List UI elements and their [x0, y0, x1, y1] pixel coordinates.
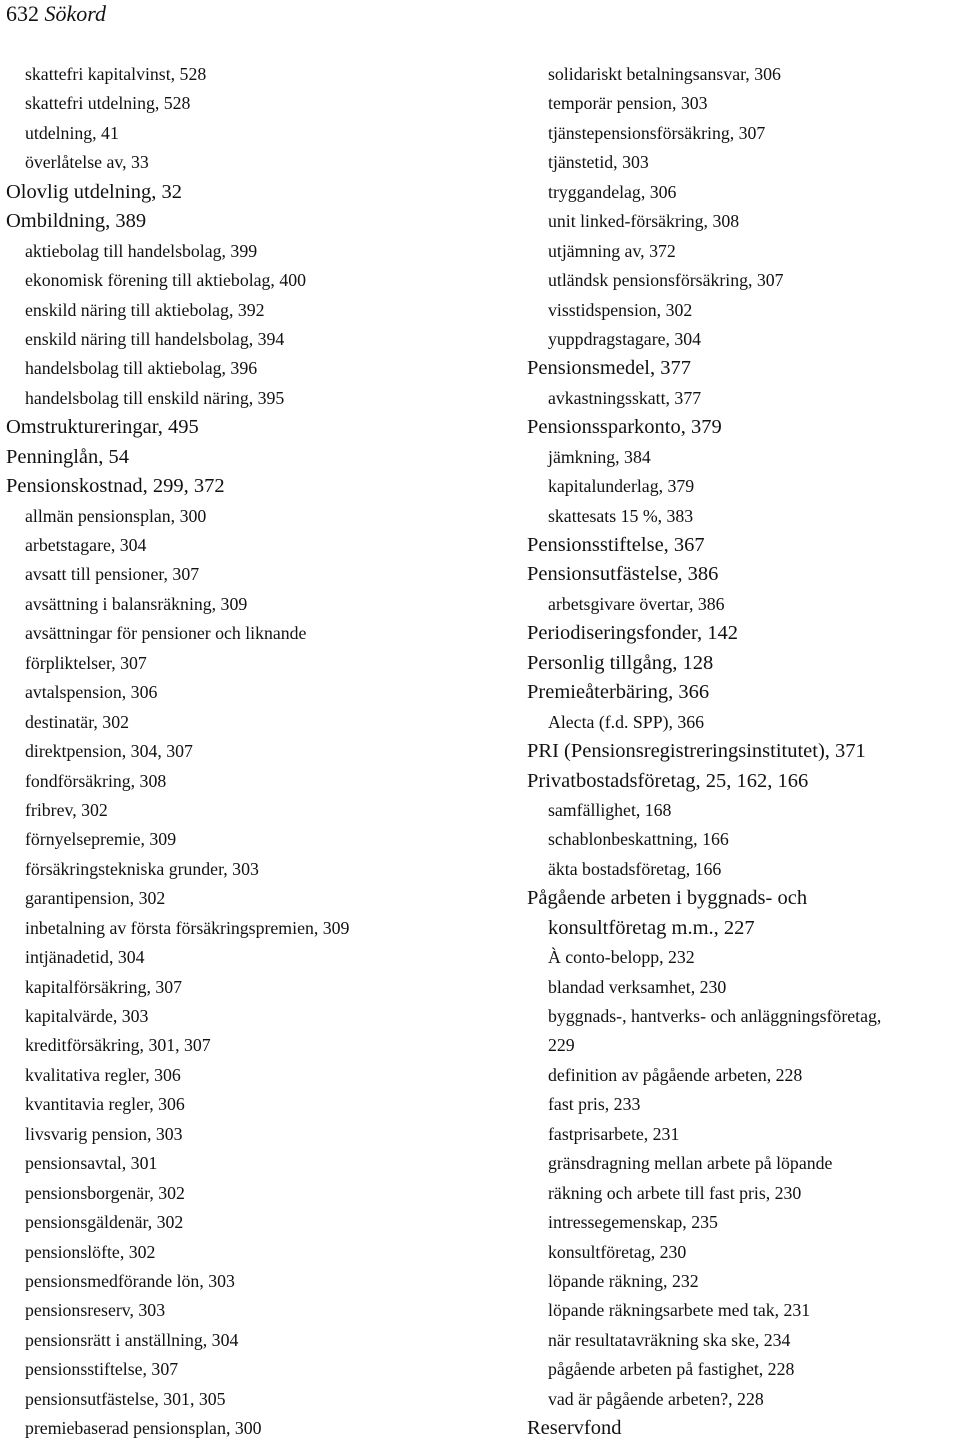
index-subentry: temporär pension, 303 — [548, 93, 708, 114]
index-subentry: konsultföretag, 230 — [548, 1241, 687, 1262]
index-subentry: allmän pensionsplan, 300 — [25, 505, 207, 526]
index-subentry: kvantitavia regler, 306 — [25, 1094, 185, 1115]
index-subentry: skattefri kapitalvinst, 528 — [25, 64, 207, 84]
index-subentry: arbetstagare, 304 — [25, 535, 147, 555]
index-subentry: pågående arbeten på fastighet, 228 — [548, 1359, 795, 1380]
index-subentry: skattefri utdelning, 528 — [25, 93, 191, 114]
index-subentry: aktiebolag till handelsbolag, 399 — [25, 240, 258, 261]
index-heading: Pågående arbeten i byggnads- och — [527, 887, 808, 910]
index-heading: Ombildning, 389 — [6, 210, 147, 233]
index-subentry: inbetalning av första försäkringspremien, 309 — [25, 917, 350, 938]
index-subentry: enskild näring till aktiebolag, 392 — [25, 299, 265, 320]
index-subentry: när resultatavräkning ska ske, 234 — [548, 1329, 791, 1350]
index-column-right — [527, 60, 960, 1444]
index-subentry: À conto-belopp, 232 — [548, 947, 695, 968]
index-subentry: kvalitativa regler, 306 — [25, 1064, 181, 1085]
index-heading: Olovlig utdelning, 32 — [6, 180, 182, 203]
index-subentry: premiebaserad pensionsplan, 300 — [25, 1418, 262, 1439]
index-subentry: pensionsreserv, 303 — [25, 1300, 166, 1321]
index-subentry: pensionsutfästelse, 301, 305 — [25, 1388, 226, 1409]
index-column-left — [6, 60, 506, 1444]
index-subentry: överlåtelse av, 33 — [25, 152, 149, 173]
index-subentry: handelsbolag till enskild näring, 395 — [25, 387, 285, 408]
index-subentry: löpande räkning, 232 — [548, 1270, 699, 1291]
index-subentry: samfällighet, 168 — [548, 799, 672, 820]
index-subentry: försäkringstekniska grunder, 303 — [25, 858, 259, 879]
index-subentry: kapitalförsäkring, 307 — [25, 976, 183, 997]
index-subentry: blandad verksamhet, 230 — [548, 976, 727, 997]
index-subentry: äkta bostadsföretag, 166 — [548, 858, 722, 879]
index-subentry: förpliktelser, 307 — [25, 652, 147, 673]
index-subentry: skattesats 15 %, 383 — [548, 505, 694, 526]
index-subentry: solidariskt betalningsansvar, 306 — [548, 64, 781, 84]
index-heading: Pensionskostnad, 299, 372 — [6, 475, 225, 498]
index-subentry: livsvarig pension, 303 — [25, 1123, 183, 1144]
index-heading: Periodiseringsfonder, 142 — [527, 622, 738, 645]
index-heading: Personlig tillgång, 128 — [527, 651, 714, 674]
index-subentry: avtalspension, 306 — [25, 682, 158, 703]
index-subentry: fastprisarbete, 231 — [548, 1123, 680, 1144]
index-subentry: avsättning i balansräkning, 309 — [25, 593, 248, 614]
index-subentry: kapitalvärde, 303 — [25, 1006, 149, 1026]
index-subentry: gränsdragning mellan arbete på löpande — [548, 1153, 833, 1174]
index-subentry: 229 — [548, 1035, 575, 1056]
index-heading: Reservfond — [527, 1417, 622, 1440]
index-subentry: avsatt till pensioner, 307 — [25, 564, 200, 585]
page-number: 632 — [6, 1, 39, 26]
index-subentry: pensionslöfte, 302 — [25, 1241, 156, 1262]
index-subentry: kreditförsäkring, 301, 307 — [25, 1035, 211, 1056]
index-heading: Premieåterbäring, 366 — [527, 681, 710, 704]
index-subentry: garantipension, 302 — [25, 888, 166, 909]
index-subentry: pensionsavtal, 301 — [25, 1153, 158, 1174]
index-subentry: kapitalunderlag, 379 — [548, 476, 695, 497]
index-subentry: visstidspension, 302 — [548, 299, 693, 320]
index-subentry: handelsbolag till aktiebolag, 396 — [25, 358, 258, 379]
index-subentry: fribrev, 302 — [25, 799, 108, 820]
index-subentry: jämkning, 384 — [548, 446, 651, 467]
index-heading: konsultföretag m.m., 227 — [548, 916, 755, 939]
index-subentry: enskild näring till handelsbolag, 394 — [25, 328, 285, 349]
index-subentry: Alecta (f.d. SPP), 366 — [548, 711, 705, 732]
index-subentry: tryggandelag, 306 — [548, 181, 677, 202]
index-heading: Pensionsutfästelse, 386 — [527, 563, 719, 586]
index-subentry: fondförsäkring, 308 — [25, 770, 167, 791]
index-heading: Penninglån, 54 — [6, 445, 129, 468]
section-title: Sökord — [44, 1, 107, 26]
index-subentry: pensionsmedförande lön, 303 — [25, 1270, 235, 1291]
index-subentry: tjänstetid, 303 — [548, 152, 649, 173]
index-subentry: schablonbeskattning, 166 — [548, 829, 729, 850]
index-subentry: avsättningar för pensioner och liknande — [25, 623, 307, 644]
index-heading: PRI (Pensionsregistreringsinstitutet), 371 — [527, 740, 866, 763]
index-subentry: fast pris, 233 — [548, 1094, 641, 1115]
index-subentry: utdelning, 41 — [25, 122, 119, 143]
index-heading: Pensionsmedel, 377 — [527, 357, 691, 380]
page-header — [6, 0, 106, 28]
index-subentry: definition av pågående arbeten, 228 — [548, 1064, 803, 1085]
index-subentry: intressegemenskap, 235 — [548, 1212, 718, 1233]
index-subentry: räkning och arbete till fast pris, 230 — [548, 1182, 802, 1203]
index-subentry: pensionsborgenär, 302 — [25, 1182, 185, 1203]
index-subentry: förnyelsepremie, 309 — [25, 829, 177, 850]
index-subentry: utländsk pensionsförsäkring, 307 — [548, 270, 784, 291]
index-subentry: pensionsrätt i anställning, 304 — [25, 1329, 239, 1350]
index-subentry: ekonomisk förening till aktiebolag, 400 — [25, 270, 306, 291]
index-subentry: destinatär, 302 — [25, 711, 129, 732]
index-heading: Privatbostadsföretag, 25, 162, 166 — [527, 769, 809, 792]
index-subentry: unit linked-försäkring, 308 — [548, 211, 740, 232]
index-subentry: arbetsgivare övertar, 386 — [548, 593, 725, 614]
index-subentry: avkastningsskatt, 377 — [548, 387, 702, 408]
index-subentry: utjämning av, 372 — [548, 240, 676, 261]
index-subentry: byggnads-, hantverks- och anläggningsföretag, — [548, 1006, 882, 1026]
index-subentry: pensionsstiftelse, 307 — [25, 1359, 179, 1380]
index-heading: Omstruktureringar, 495 — [6, 416, 199, 439]
index-subentry: tjänstepensionsförsäkring, 307 — [548, 122, 766, 143]
index-subentry: intjänadetid, 304 — [25, 947, 145, 968]
index-subentry: vad är pågående arbeten?, 228 — [548, 1388, 764, 1409]
index-heading: Pensionsstiftelse, 367 — [527, 534, 705, 556]
index-subentry: yuppdragstagare, 304 — [548, 328, 702, 349]
index-subentry: löpande räkningsarbete med tak, 231 — [548, 1300, 811, 1321]
index-heading: Pensionssparkonto, 379 — [527, 416, 722, 439]
index-subentry: direktpension, 304, 307 — [25, 741, 193, 762]
index-subentry: pensionsgäldenär, 302 — [25, 1212, 184, 1233]
